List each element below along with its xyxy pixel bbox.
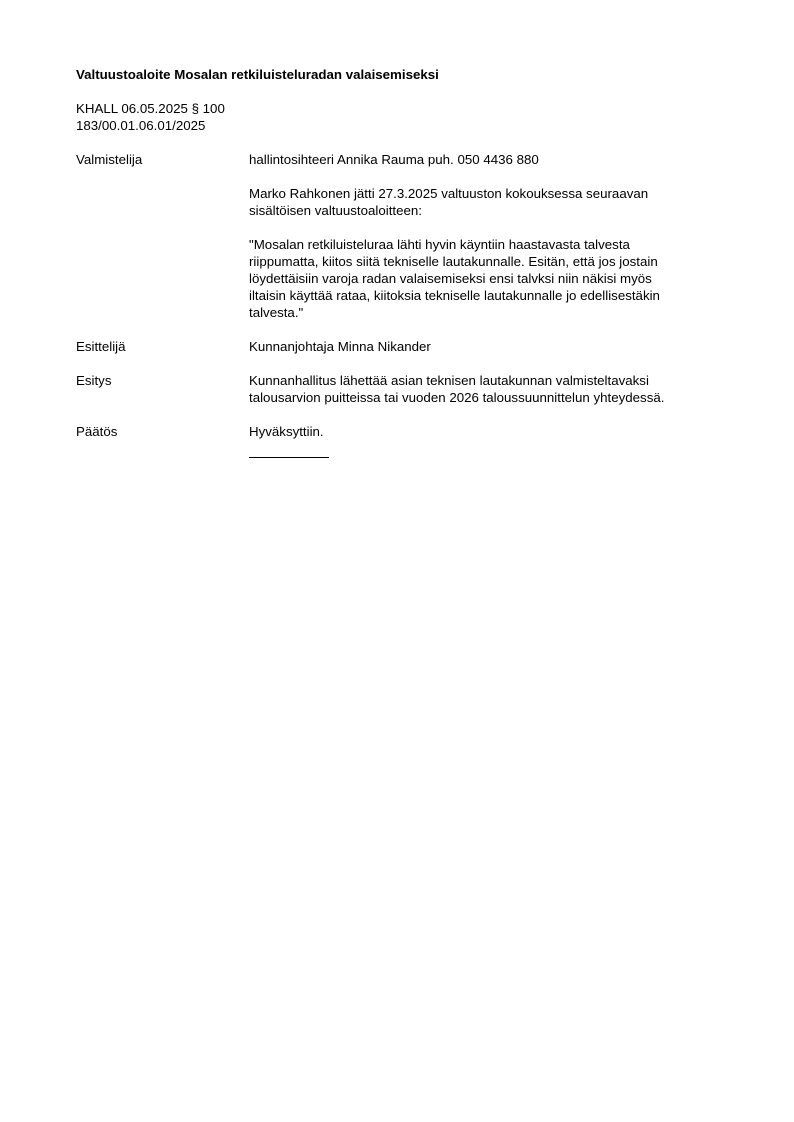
section-label-esitys: Esitys — [76, 373, 112, 388]
end-rule-divider — [249, 457, 329, 458]
section-esitys — [76, 372, 716, 406]
section-label-esittelija: Esittelijä — [76, 339, 126, 354]
initiative-quote: "Mosalan retkiluisteluraa lähti hyvin käyntiin haastavasta talvesta riippumatta, kiitos siitä tekniselle lautakunnalle. Esitän, että jos jostain löydettäisiin varoja radan valaisemiseksi ensi talvksi niin näkisi myös iltaisin käyttää rataa, kiitoksia tekniselle lautakunnalle jo edellisestäkin talvesta." — [249, 237, 660, 320]
section-valmistelija — [76, 151, 716, 321]
proposal-text: Kunnanhallitus lähettää asian teknisen lautakunnan valmisteltavaksi talousarvion puitteissa tai vuoden 2026 taloussuunnittelun yhteydessä. — [249, 373, 665, 405]
case-number: 183/00.01.06.01/2025 — [76, 118, 206, 133]
section-content-valmistelija — [249, 151, 716, 321]
section-content-esitys — [249, 372, 716, 406]
section-label-valmistelija: Valmistelija — [76, 152, 143, 167]
section-content-esittelija — [249, 338, 716, 355]
section-label-paatos: Päätös — [76, 424, 118, 439]
decision-text: Hyväksyttiin. — [249, 424, 324, 439]
meeting-reference: KHALL 06.05.2025 § 100 — [76, 101, 225, 116]
section-content-paatos — [249, 423, 716, 458]
presenter-text: Kunnanjohtaja Minna Nikander — [249, 339, 431, 354]
document-title: Valtuustoaloite Mosalan retkiluisteluradan valaisemiseksi — [76, 67, 439, 82]
document-meta — [76, 100, 716, 134]
initiative-intro: Marko Rahkonen jätti 27.3.2025 valtuuston kokouksessa seuraavan sisältöisen valtuustoaloitteen: — [249, 186, 649, 218]
section-paatos — [76, 423, 716, 458]
document-page — [76, 66, 716, 458]
preparer-text: hallintosihteeri Annika Rauma puh. 050 4436 880 — [249, 152, 539, 167]
section-esittelija — [76, 338, 716, 355]
